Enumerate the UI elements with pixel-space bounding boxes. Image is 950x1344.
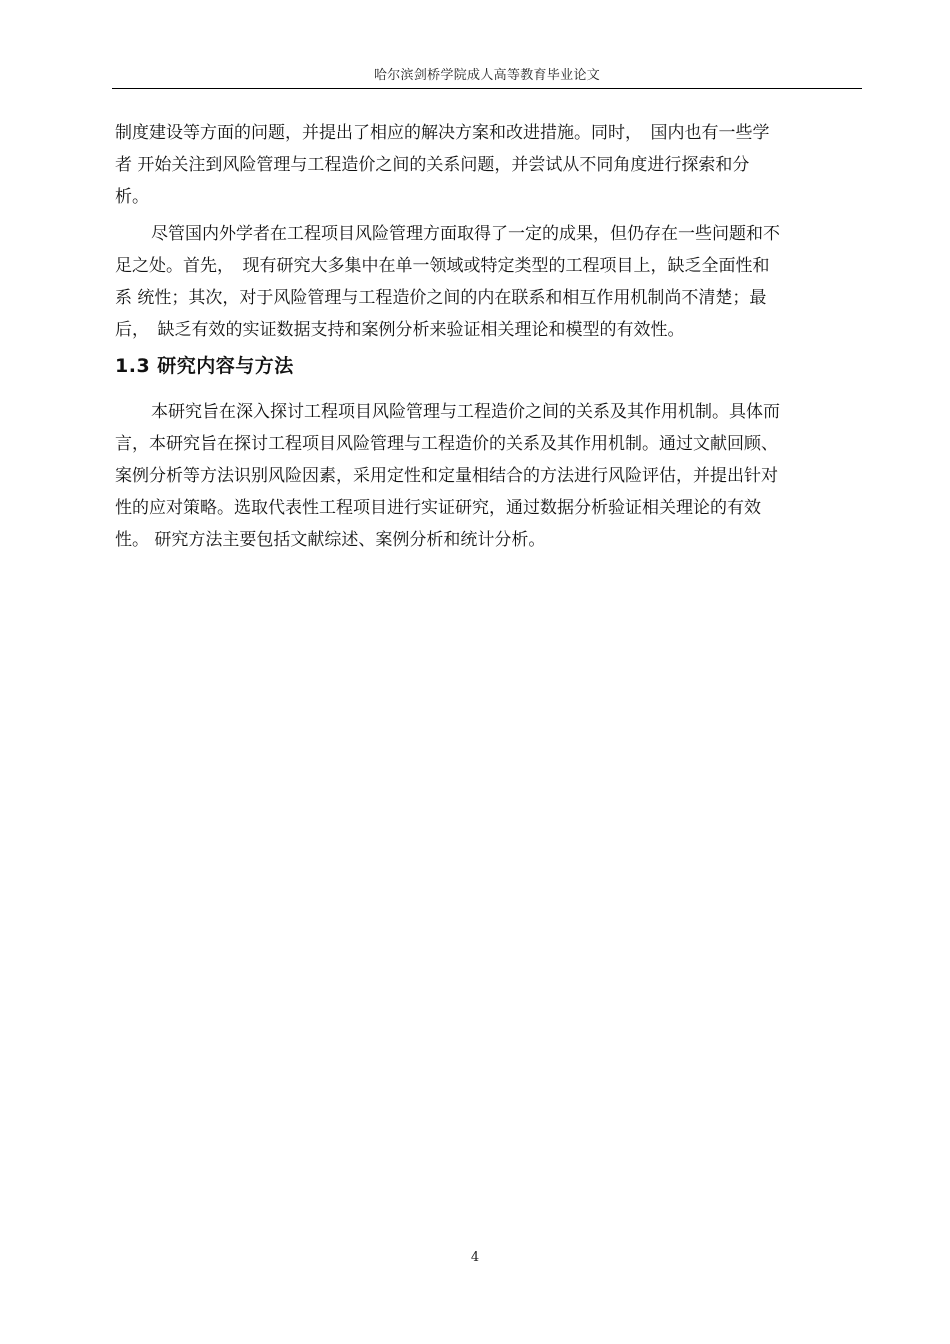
paragraph-line: 尽管国内外学者在工程项目风险管理方面取得了一定的成果，但仍存在一些问题和不 [151, 224, 780, 244]
paragraph-limitations [115, 218, 860, 346]
paragraph-line: 后， 缺乏有效的实证数据支持和案例分析来验证相关理论和模型的有效性。 [115, 320, 685, 340]
paragraph-line: 本研究旨在深入探讨工程项目风险管理与工程造价之间的关系及其作用机制。具体而 [151, 402, 780, 422]
paragraph-line: 性。 研究方法主要包括文献综述、案例分析和统计分析。 [115, 530, 546, 550]
paragraph-continuation [115, 117, 860, 213]
paragraph-line: 系 统性；其次，对于风险管理与工程造价之间的内在联系和相互作用机制尚不清楚；最 [115, 288, 767, 308]
header-rule [112, 88, 862, 89]
paragraph-line: 制度建设等方面的问题，并提出了相应的解决方案和改进措施。同时， 国内也有一些学 [115, 123, 770, 143]
section-heading: 1.3 研究内容与方法 [115, 355, 294, 377]
paragraph-line: 析。 [115, 187, 149, 207]
paragraph-line: 言，本研究旨在探讨工程项目风险管理与工程造价的关系及其作用机制。通过文献回顾、 [115, 434, 778, 454]
paragraph-research-content [115, 396, 860, 556]
paragraph-line: 案例分析等方法识别风险因素，采用定性和定量相结合的方法进行风险评估，并提出针对 [115, 466, 778, 486]
paragraph-line: 性的应对策略。选取代表性工程项目进行实证研究，通过数据分析验证相关理论的有效 [115, 498, 761, 518]
paragraph-line: 足之处。首先， 现有研究大多集中在单一领域或特定类型的工程项目上，缺乏全面性和 [115, 256, 770, 276]
page-number: 4 [470, 1250, 480, 1265]
paragraph-line: 者 开始关注到风险管理与工程造价之间的关系问题，并尝试从不同角度进行探索和分 [115, 155, 750, 175]
running-header: 哈尔滨剑桥学院成人高等教育毕业论文 [373, 68, 601, 83]
